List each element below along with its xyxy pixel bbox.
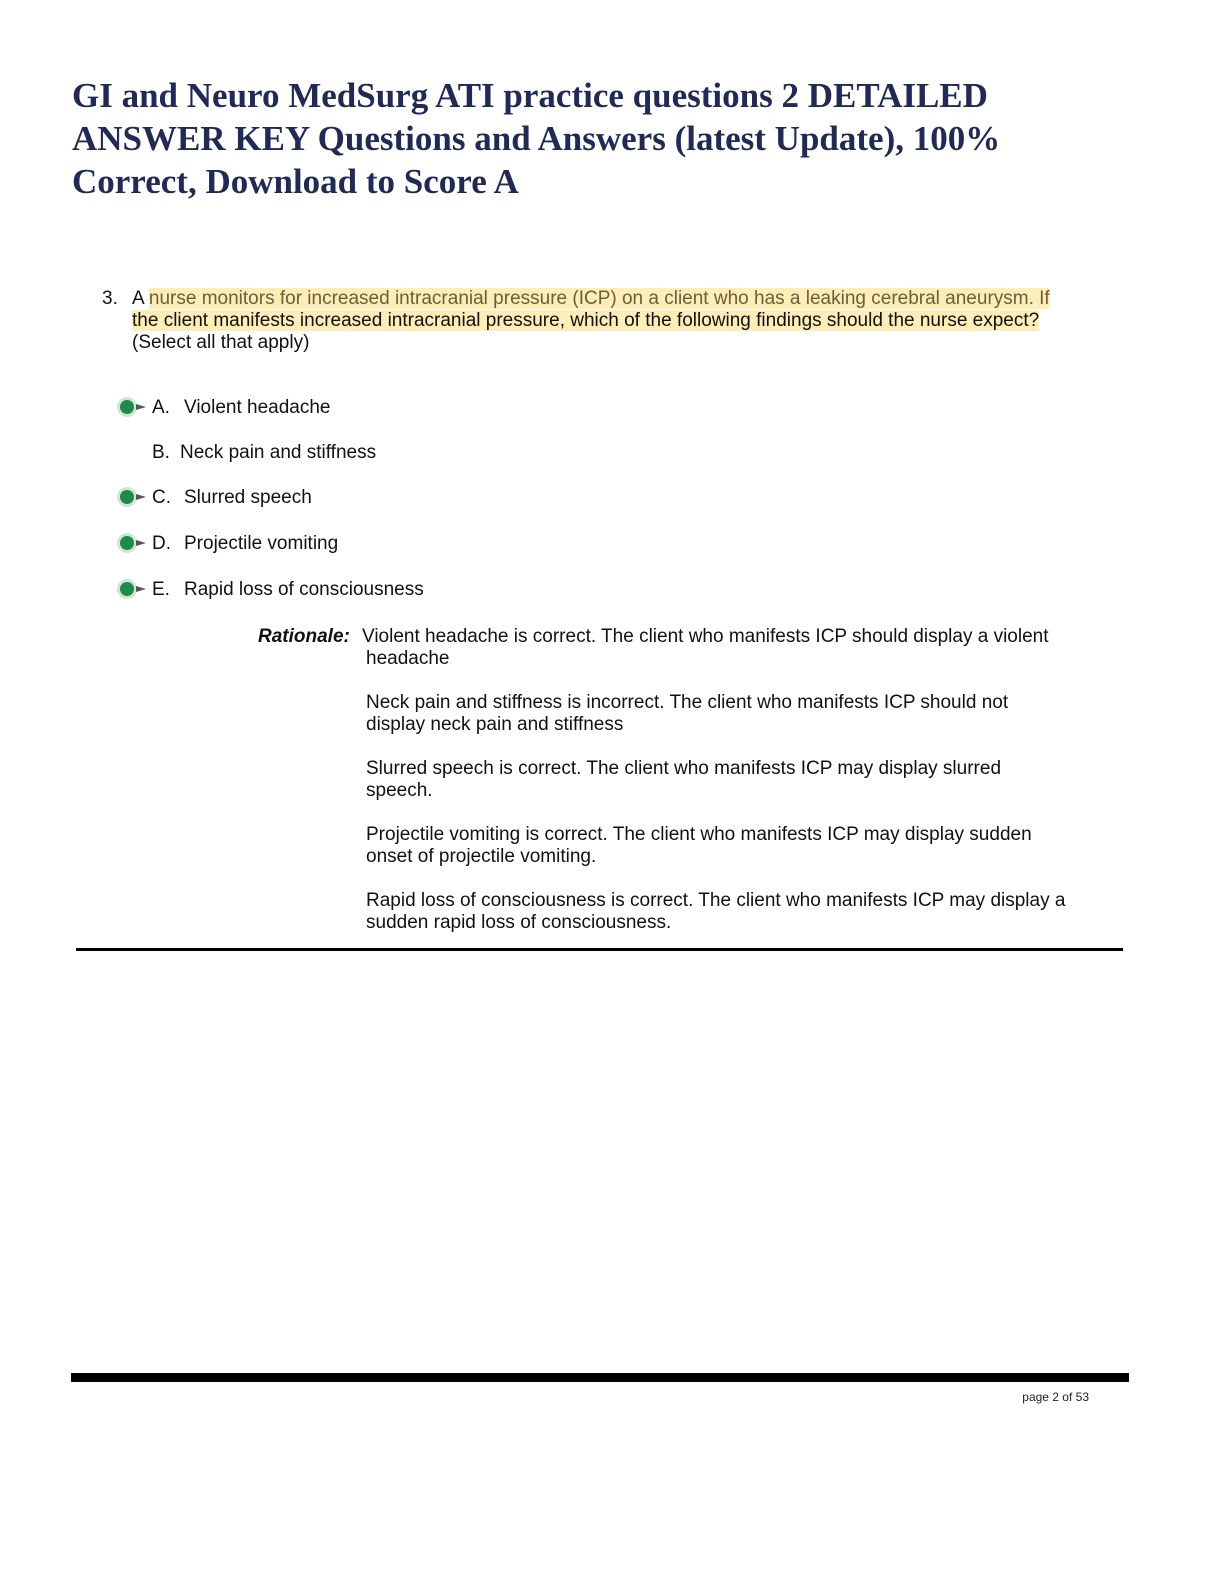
option-letter: E.	[152, 579, 170, 600]
rationale-label: Rationale:	[258, 626, 350, 647]
rationale-line: display neck pain and stiffness	[366, 714, 624, 735]
option-text: Neck pain and stiffness	[180, 442, 377, 463]
option-letter: D.	[152, 533, 171, 554]
rationale-paragraph	[366, 824, 1106, 868]
option-e[interactable]	[116, 576, 916, 604]
page-number: page 2 of 53	[1022, 1390, 1089, 1404]
rationale-paragraph	[362, 626, 1102, 670]
rationale-line: Rapid loss of consciousness is correct. The client who manifests ICP may display a	[366, 890, 1066, 911]
rationale-line: speech.	[366, 780, 433, 801]
green-dot-arrow-icon	[116, 577, 150, 601]
option-letter: A.	[152, 397, 170, 418]
question-stem	[132, 288, 1102, 354]
green-dot-arrow-icon	[116, 395, 150, 419]
option-c[interactable]	[116, 484, 916, 512]
question-highlight-2: the client manifests increased intracranial pressure, which of the following findings should the nurse expect?	[132, 310, 1040, 331]
question-select-all: (Select all that apply)	[132, 332, 310, 353]
rationale-paragraph	[366, 692, 1106, 736]
option-text: Rapid loss of consciousness	[184, 579, 424, 600]
rationale-paragraph	[366, 890, 1106, 934]
footer-divider	[71, 1373, 1129, 1382]
rationale-line: Neck pain and stiffness is incorrect. The client who manifests ICP should not	[366, 692, 1009, 713]
green-dot-arrow-icon	[116, 485, 150, 509]
option-b[interactable]	[116, 439, 916, 467]
question-highlight-1: nurse monitors for increased intracranial pressure (ICP) on a client who has a leaking cerebral aneurysm. If	[148, 288, 1050, 309]
rationale-line: sudden rapid loss of consciousness.	[366, 912, 672, 933]
rationale-line: headache	[366, 648, 450, 669]
question-number: 3.	[102, 288, 118, 309]
rationale-paragraph	[366, 758, 1106, 802]
rationale-line: onset of projectile vomiting.	[366, 846, 597, 867]
question-divider	[76, 948, 1123, 951]
question-prefix: A	[132, 288, 144, 309]
question-line-1	[132, 288, 1102, 310]
option-a[interactable]	[116, 394, 916, 422]
option-text: Slurred speech	[184, 487, 312, 508]
option-text: Violent headache	[184, 397, 331, 418]
rationale-line: Projectile vomiting is correct. The client who manifests ICP may display sudden	[366, 824, 1032, 845]
rationale-line: Slurred speech is correct. The client who manifests ICP may display slurred	[366, 758, 1002, 779]
option-d[interactable]	[116, 530, 916, 558]
rationale-line: Violent headache is correct. The client who manifests ICP should display a violent	[362, 626, 1049, 647]
option-text: Projectile vomiting	[184, 533, 339, 554]
document-title: GI and Neuro MedSurg ATI practice questions 2 DETAILED ANSWER KEY Questions and Answers (latest Update), 100% Correct, Download to Score A	[72, 76, 1001, 201]
option-letter: B.	[152, 442, 170, 463]
option-letter: C.	[152, 487, 171, 508]
green-dot-arrow-icon	[116, 531, 150, 555]
question-line-2	[132, 310, 1102, 332]
